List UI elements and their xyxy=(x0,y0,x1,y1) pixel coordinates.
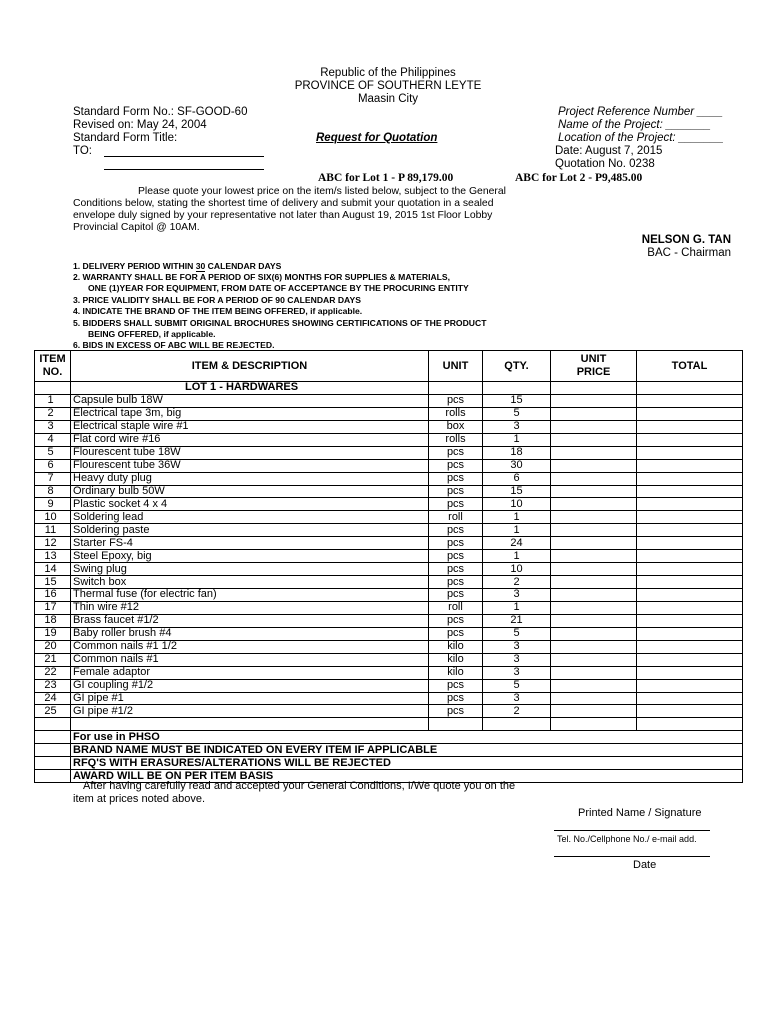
note-empty-cell xyxy=(35,731,71,744)
item-quantity: 3 xyxy=(483,653,551,666)
item-unit-price xyxy=(551,550,637,563)
item-total xyxy=(637,433,743,446)
item-quantity: 3 xyxy=(483,589,551,602)
item-number: 23 xyxy=(35,679,71,692)
item-unit: pcs xyxy=(429,394,483,407)
item-description: GI coupling #1/2 xyxy=(71,679,429,692)
item-quantity: 3 xyxy=(483,666,551,679)
item-number: 22 xyxy=(35,666,71,679)
item-unit-price xyxy=(551,446,637,459)
item-number: 5 xyxy=(35,446,71,459)
intro-line-1: Please quote your lowest price on the item/s listed below, subject to the General xyxy=(138,186,506,197)
item-quantity: 5 xyxy=(483,627,551,640)
item-quantity: 1 xyxy=(483,433,551,446)
spacer-cell xyxy=(71,718,429,731)
item-description: Thermal fuse (for electric fan) xyxy=(71,589,429,602)
city-line: Maasin City xyxy=(357,93,419,105)
item-unit: pcs xyxy=(429,589,483,602)
table-row xyxy=(35,614,743,627)
item-total xyxy=(637,601,743,614)
document-title: Request for Quotation xyxy=(316,132,438,144)
quotation-number: Quotation No. 0238 xyxy=(555,158,655,170)
project-name: Name of the Project: _______ xyxy=(558,119,711,131)
to-label: TO: xyxy=(73,145,92,157)
table-row xyxy=(35,692,743,705)
items-table xyxy=(34,350,743,783)
item-number: 12 xyxy=(35,537,71,550)
item-total xyxy=(637,589,743,602)
item-quantity: 10 xyxy=(483,563,551,576)
item-unit-price xyxy=(551,576,637,589)
item-number: 15 xyxy=(35,576,71,589)
item-quantity: 1 xyxy=(483,511,551,524)
item-quantity: 15 xyxy=(483,394,551,407)
note-text: For use in PHSO xyxy=(71,731,743,744)
table-row xyxy=(35,446,743,459)
item-description: Baby roller brush #4 xyxy=(71,627,429,640)
item-unit: rolls xyxy=(429,407,483,420)
to-blank-line-2 xyxy=(104,169,264,170)
item-total xyxy=(637,511,743,524)
item-unit-price xyxy=(551,472,637,485)
item-description: Brass faucet #1/2 xyxy=(71,614,429,627)
table-row xyxy=(35,563,743,576)
item-unit-price xyxy=(551,692,637,705)
note-row xyxy=(35,757,743,770)
item-unit: pcs xyxy=(429,537,483,550)
item-unit-price xyxy=(551,563,637,576)
condition-5a: 5. BIDDERS SHALL SUBMIT ORIGINAL BROCHURES SHOWING CERTIFICATIONS OF THE PRODUCT xyxy=(73,318,487,328)
item-description: Capsule bulb 18W xyxy=(71,394,429,407)
rfq-date: Date: August 7, 2015 xyxy=(555,145,663,157)
intro-line-2: Conditions below, stating the shortest time of delivery and submit your quotation in a sealed xyxy=(73,198,494,209)
item-unit-price xyxy=(551,511,637,524)
table-row xyxy=(35,498,743,511)
item-unit-price xyxy=(551,614,637,627)
item-description: Flourescent tube 36W xyxy=(71,459,429,472)
item-number: 9 xyxy=(35,498,71,511)
item-total xyxy=(637,394,743,407)
country-line: Republic of the Philippines xyxy=(320,67,456,79)
item-description: Ordinary bulb 50W xyxy=(71,485,429,498)
table-row xyxy=(35,653,743,666)
item-description: Heavy duty plug xyxy=(71,472,429,485)
item-quantity: 21 xyxy=(483,614,551,627)
item-total xyxy=(637,446,743,459)
item-number: 4 xyxy=(35,433,71,446)
header-description: ITEM & DESCRIPTION xyxy=(71,351,429,382)
item-total xyxy=(637,640,743,653)
spacer-cell xyxy=(551,718,637,731)
item-total xyxy=(637,576,743,589)
item-number: 7 xyxy=(35,472,71,485)
item-quantity: 24 xyxy=(483,537,551,550)
item-unit-price xyxy=(551,524,637,537)
item-number: 21 xyxy=(35,653,71,666)
bac-chairman-name: NELSON G. TAN xyxy=(641,234,731,246)
condition-1-pre: 1. DELIVERY PERIOD WITHIN xyxy=(73,261,196,271)
item-unit-price xyxy=(551,407,637,420)
item-number: 8 xyxy=(35,485,71,498)
item-total xyxy=(637,627,743,640)
lot-row-empty xyxy=(35,382,71,395)
item-description: Flourescent tube 18W xyxy=(71,446,429,459)
item-unit-price xyxy=(551,433,637,446)
item-unit-price xyxy=(551,537,637,550)
item-total xyxy=(637,485,743,498)
header-unit-price: UNIT PRICE xyxy=(551,351,637,382)
form-title-label: Standard Form Title: xyxy=(73,132,178,144)
item-description: Swing plug xyxy=(71,563,429,576)
item-number: 25 xyxy=(35,705,71,718)
note-empty-cell xyxy=(35,770,71,783)
item-quantity: 6 xyxy=(483,472,551,485)
table-row xyxy=(35,550,743,563)
item-unit: pcs xyxy=(429,576,483,589)
date-label: Date xyxy=(633,859,657,871)
header-total: TOTAL xyxy=(637,351,743,382)
item-number: 16 xyxy=(35,589,71,602)
abc-lot-1: ABC for Lot 1 - P 89,179.00 xyxy=(318,172,454,184)
item-quantity: 5 xyxy=(483,407,551,420)
table-row xyxy=(35,407,743,420)
item-number: 19 xyxy=(35,627,71,640)
item-unit: pcs xyxy=(429,705,483,718)
item-quantity: 30 xyxy=(483,459,551,472)
spacer-cell xyxy=(483,718,551,731)
note-empty-cell xyxy=(35,757,71,770)
item-quantity: 1 xyxy=(483,550,551,563)
table-row xyxy=(35,705,743,718)
item-total xyxy=(637,498,743,511)
header-item-no: ITEM NO. xyxy=(35,351,71,382)
project-location: Location of the Project: _______ xyxy=(558,132,724,144)
item-description: GI pipe #1 xyxy=(71,692,429,705)
table-row xyxy=(35,537,743,550)
spacer-cell xyxy=(35,718,71,731)
to-blank-line-1 xyxy=(104,156,264,157)
item-number: 24 xyxy=(35,692,71,705)
item-number: 13 xyxy=(35,550,71,563)
item-number: 2 xyxy=(35,407,71,420)
intro-line-3: envelope duly signed by your representative not later than August 19, 2015 1st Floor Lobby xyxy=(73,210,493,221)
item-unit: pcs xyxy=(429,472,483,485)
item-total xyxy=(637,614,743,627)
item-quantity: 10 xyxy=(483,498,551,511)
item-unit-price xyxy=(551,679,637,692)
item-description: Plastic socket 4 x 4 xyxy=(71,498,429,511)
item-unit-price xyxy=(551,498,637,511)
spacer-row xyxy=(35,718,743,731)
lot-row xyxy=(35,382,743,395)
item-unit: pcs xyxy=(429,485,483,498)
item-unit-price xyxy=(551,420,637,433)
table-row xyxy=(35,679,743,692)
item-total xyxy=(637,550,743,563)
item-unit: kilo xyxy=(429,640,483,653)
printed-name-label: Printed Name / Signature xyxy=(578,807,702,819)
abc-lot-2: ABC for Lot 2 - P9,485.00 xyxy=(515,172,643,184)
acceptance-line-2: item at prices noted above. xyxy=(73,793,206,805)
item-unit: pcs xyxy=(429,692,483,705)
item-description: Thin wire #12 xyxy=(71,601,429,614)
item-unit: roll xyxy=(429,511,483,524)
item-total xyxy=(637,653,743,666)
table-header-row xyxy=(35,351,743,382)
item-unit: box xyxy=(429,420,483,433)
note-text: BRAND NAME MUST BE INDICATED ON EVERY ITEM IF APPLICABLE xyxy=(71,744,743,757)
item-unit: kilo xyxy=(429,666,483,679)
condition-1-post: CALENDAR DAYS xyxy=(205,261,282,271)
item-unit: pcs xyxy=(429,459,483,472)
table-row xyxy=(35,666,743,679)
item-unit: pcs xyxy=(429,627,483,640)
note-text: AWARD WILL BE ON PER ITEM BASIS xyxy=(71,770,743,783)
item-unit-price xyxy=(551,394,637,407)
item-number: 10 xyxy=(35,511,71,524)
item-description: Soldering paste xyxy=(71,524,429,537)
item-quantity: 1 xyxy=(483,524,551,537)
item-unit: pcs xyxy=(429,679,483,692)
item-description: Soldering lead xyxy=(71,511,429,524)
table-row xyxy=(35,589,743,602)
item-total xyxy=(637,472,743,485)
item-unit: pcs xyxy=(429,563,483,576)
date-signature-line xyxy=(554,856,710,857)
bac-chairman-title: BAC - Chairman xyxy=(647,247,731,259)
item-total xyxy=(637,692,743,705)
item-number: 14 xyxy=(35,563,71,576)
contact-label: Tel. No./Cellphone No./ e-mail add. xyxy=(557,834,697,844)
table-row xyxy=(35,433,743,446)
item-unit: pcs xyxy=(429,614,483,627)
item-total xyxy=(637,666,743,679)
item-unit-price xyxy=(551,653,637,666)
item-quantity: 5 xyxy=(483,679,551,692)
condition-1 xyxy=(73,261,281,272)
item-quantity: 2 xyxy=(483,576,551,589)
item-unit-price xyxy=(551,601,637,614)
table-row xyxy=(35,420,743,433)
condition-3: 3. PRICE VALIDITY SHALL BE FOR A PERIOD OF 90 CALENDAR DAYS xyxy=(73,295,361,305)
item-quantity: 2 xyxy=(483,705,551,718)
item-unit-price xyxy=(551,640,637,653)
table-row xyxy=(35,485,743,498)
item-number: 1 xyxy=(35,394,71,407)
condition-4: 4. INDICATE THE BRAND OF THE ITEM BEING OFFERED, if applicable. xyxy=(73,306,363,316)
item-description: Steel Epoxy, big xyxy=(71,550,429,563)
table-row xyxy=(35,601,743,614)
item-total xyxy=(637,524,743,537)
item-unit-price xyxy=(551,459,637,472)
item-description: Flat cord wire #16 xyxy=(71,433,429,446)
item-number: 11 xyxy=(35,524,71,537)
item-total xyxy=(637,459,743,472)
item-description: GI pipe #1/2 xyxy=(71,705,429,718)
item-unit: rolls xyxy=(429,433,483,446)
header-unit: UNIT xyxy=(429,351,483,382)
item-total xyxy=(637,679,743,692)
item-quantity: 15 xyxy=(483,485,551,498)
item-description: Electrical staple wire #1 xyxy=(71,420,429,433)
item-number: 18 xyxy=(35,614,71,627)
spacer-cell xyxy=(429,718,483,731)
item-unit-price xyxy=(551,589,637,602)
item-description: Common nails #1 1/2 xyxy=(71,640,429,653)
revised-date: Revised on: May 24, 2004 xyxy=(73,119,207,131)
note-empty-cell xyxy=(35,744,71,757)
condition-5b: BEING OFFERED, if applicable. xyxy=(88,329,216,339)
item-unit: kilo xyxy=(429,653,483,666)
table-row xyxy=(35,472,743,485)
item-quantity: 18 xyxy=(483,446,551,459)
project-reference: Project Reference Number ____ xyxy=(558,106,723,118)
condition-2a: 2. WARRANTY SHALL BE FOR A PERIOD OF SIX(6) MONTHS FOR SUPPLIES & MATERIALS, xyxy=(73,272,451,282)
item-unit: pcs xyxy=(429,550,483,563)
province-line: PROVINCE OF SOUTHERN LEYTE xyxy=(294,80,482,92)
item-unit-price xyxy=(551,705,637,718)
item-number: 3 xyxy=(35,420,71,433)
contact-signature-line xyxy=(554,830,710,831)
item-description: Switch box xyxy=(71,576,429,589)
item-quantity: 3 xyxy=(483,420,551,433)
acceptance-line-1: After having carefully read and accepted your General Conditions, I/We quote you on the xyxy=(83,780,516,792)
form-number: Standard Form No.: SF-GOOD-60 xyxy=(73,106,248,118)
item-unit-price xyxy=(551,485,637,498)
table-row xyxy=(35,524,743,537)
note-row xyxy=(35,731,743,744)
item-description: Female adaptor xyxy=(71,666,429,679)
note-row xyxy=(35,744,743,757)
item-description: Electrical tape 3m, big xyxy=(71,407,429,420)
item-quantity: 1 xyxy=(483,601,551,614)
item-unit-price xyxy=(551,666,637,679)
delivery-days: 30 xyxy=(195,261,206,271)
table-row xyxy=(35,640,743,653)
header-qty: QTY. xyxy=(483,351,551,382)
table-row xyxy=(35,459,743,472)
item-number: 20 xyxy=(35,640,71,653)
condition-6: 6. BIDS IN EXCESS OF ABC WILL BE REJECTED. xyxy=(73,340,275,350)
table-row xyxy=(35,511,743,524)
item-unit: pcs xyxy=(429,524,483,537)
item-description: Common nails #1 xyxy=(71,653,429,666)
note-text: RFQ'S WITH ERASURES/ALTERATIONS WILL BE REJECTED xyxy=(71,757,743,770)
table-row xyxy=(35,576,743,589)
spacer-cell xyxy=(637,718,743,731)
item-total xyxy=(637,537,743,550)
item-number: 17 xyxy=(35,601,71,614)
item-unit: pcs xyxy=(429,498,483,511)
item-quantity: 3 xyxy=(483,640,551,653)
item-unit: roll xyxy=(429,601,483,614)
item-description: Starter FS-4 xyxy=(71,537,429,550)
table-row xyxy=(35,627,743,640)
item-number: 6 xyxy=(35,459,71,472)
item-unit: pcs xyxy=(429,446,483,459)
item-total xyxy=(637,563,743,576)
item-total xyxy=(637,705,743,718)
lot-label: LOT 1 - HARDWARES xyxy=(71,382,429,395)
condition-2b: ONE (1)YEAR FOR EQUIPMENT, FROM DATE OF ACCEPTANCE BY THE PROCURING ENTITY xyxy=(88,283,469,293)
intro-line-4: Provincial Capitol @ 10AM. xyxy=(73,222,200,233)
item-total xyxy=(637,407,743,420)
item-total xyxy=(637,420,743,433)
item-quantity: 3 xyxy=(483,692,551,705)
item-unit-price xyxy=(551,627,637,640)
table-row xyxy=(35,394,743,407)
